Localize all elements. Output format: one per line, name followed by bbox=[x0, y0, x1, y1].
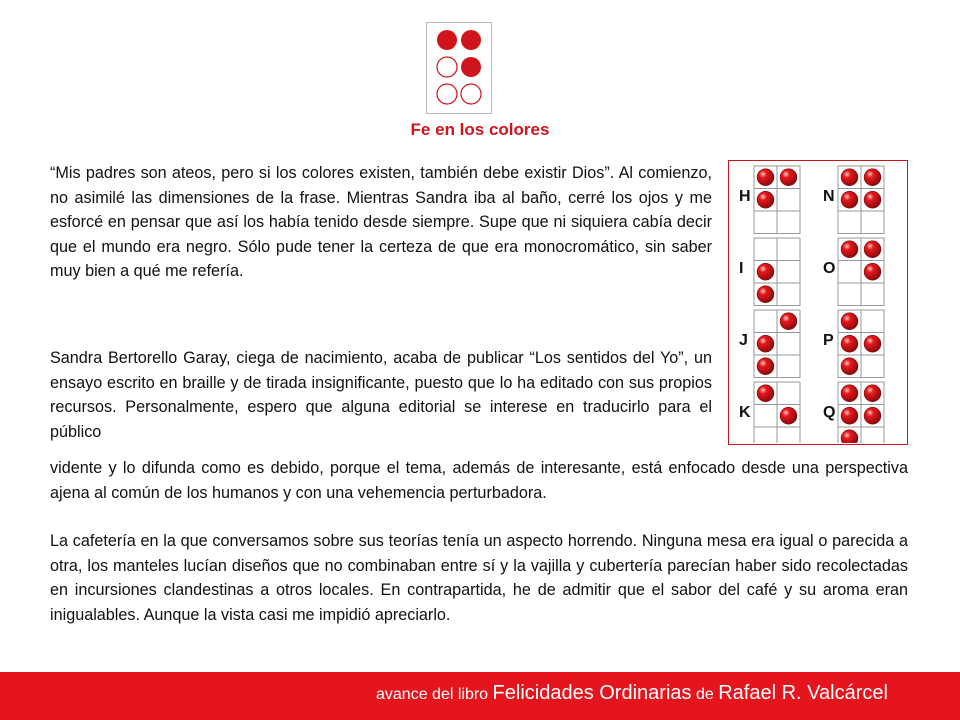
braille-letter-j bbox=[739, 310, 800, 378]
paragraph-cafe: La cafetería en la que conversamos sobre sus teorías tenía un aspecto horrendo. Ninguna mesa era igual o parecida a otra, los manteles lucían diseños que no combinaban entre sí y la vajilla y cubertería parecían haber sido recolectadas en incursiones clandestinas a otros locales. En contrapartida, he de admitir que el sabor del café y su aroma eran inigualables. Aunque la vista casi me impidió apreciarlo. bbox=[50, 532, 908, 624]
empty-dot bbox=[437, 84, 457, 104]
raised-dot bbox=[864, 407, 881, 424]
braille-letter-label: J bbox=[739, 331, 748, 349]
footer-credit bbox=[376, 682, 888, 705]
raised-dot bbox=[841, 358, 858, 375]
footer-prefix: avance del libro bbox=[376, 686, 489, 703]
raised-dot bbox=[461, 57, 481, 77]
braille-logo bbox=[426, 22, 492, 114]
footer-connector: de bbox=[695, 686, 714, 703]
empty-dot bbox=[437, 57, 457, 77]
raised-dot bbox=[757, 335, 774, 352]
raised-dot bbox=[864, 385, 881, 402]
raised-dot bbox=[841, 191, 858, 208]
raised-dot bbox=[864, 335, 881, 352]
raised-dot bbox=[841, 241, 858, 258]
raised-dot bbox=[757, 358, 774, 375]
braille-letter-p bbox=[823, 310, 884, 378]
raised-dot bbox=[841, 313, 858, 330]
braille-letter-o bbox=[823, 238, 884, 306]
raised-dot bbox=[780, 169, 797, 186]
braille-letter-label: Q bbox=[823, 403, 836, 421]
footer-book-title: Felicidades Ordinarias bbox=[492, 682, 692, 704]
footer-banner bbox=[0, 672, 960, 720]
empty-dot bbox=[461, 84, 481, 104]
raised-dot bbox=[780, 313, 797, 330]
braille-letter-label: H bbox=[739, 187, 751, 205]
braille-letter-i bbox=[739, 238, 800, 306]
braille-letter-label: N bbox=[823, 187, 835, 205]
paragraph-quote: “Mis padres son ateos, pero si los colores existen, también debe existir Dios”. Al comienzo, no asimilé las dimensiones de la frase. Mientras Sandra iba al baño, cerré los ojos y me esforcé en pensar que así los había tenido desde siempre. Supe que ni siquiera cabía decir que el mundo era negro. Sólo pude tener la certeza de que era monocromático, sin saber muy bien a qué me refería. bbox=[50, 164, 712, 280]
raised-dot bbox=[437, 30, 457, 50]
raised-dot bbox=[757, 385, 774, 402]
raised-dot bbox=[841, 335, 858, 352]
raised-dot bbox=[864, 169, 881, 186]
braille-letter-k bbox=[739, 382, 800, 443]
raised-dot bbox=[864, 191, 881, 208]
raised-dot bbox=[841, 385, 858, 402]
raised-dot bbox=[757, 191, 774, 208]
raised-dot bbox=[757, 286, 774, 303]
braille-letter-label: O bbox=[823, 259, 836, 277]
braille-letter-label: K bbox=[739, 403, 751, 421]
braille-letter-n bbox=[823, 166, 884, 234]
raised-dot bbox=[757, 263, 774, 280]
braille-alphabet-chart bbox=[728, 160, 908, 445]
braille-letter-q bbox=[823, 382, 884, 443]
raised-dot bbox=[841, 169, 858, 186]
raised-dot bbox=[864, 263, 881, 280]
raised-dot bbox=[780, 407, 797, 424]
raised-dot bbox=[841, 407, 858, 424]
braille-letter-label: P bbox=[823, 331, 834, 349]
raised-dot bbox=[757, 169, 774, 186]
braille-letter-h bbox=[739, 166, 800, 234]
raised-dot bbox=[461, 30, 481, 50]
braille-letter-label: I bbox=[739, 259, 744, 277]
braille-cell-icon bbox=[427, 23, 491, 113]
raised-dot bbox=[864, 241, 881, 258]
page-title: Fe en los colores bbox=[410, 120, 550, 139]
footer-author: Rafael R. Valcárcel bbox=[718, 682, 888, 704]
paragraph-book-intro: Sandra Bertorello Garay, ciega de nacimiento, acaba de publicar “Los sentidos del Yo”, un ensayo escrito en braille y de tirada insignificante, puesto que lo ha editado con sus propios recursos. Personalmente, espero que alguna editorial se interese en traducirlo para el público bbox=[50, 349, 712, 441]
paragraph-book-intro-continued: vidente y lo difunda como es debido, porque el tema, además de interesante, está enfocado desde una perspectiva ajena al común de los humanos y con una vehemencia perturbadora. bbox=[50, 459, 908, 502]
